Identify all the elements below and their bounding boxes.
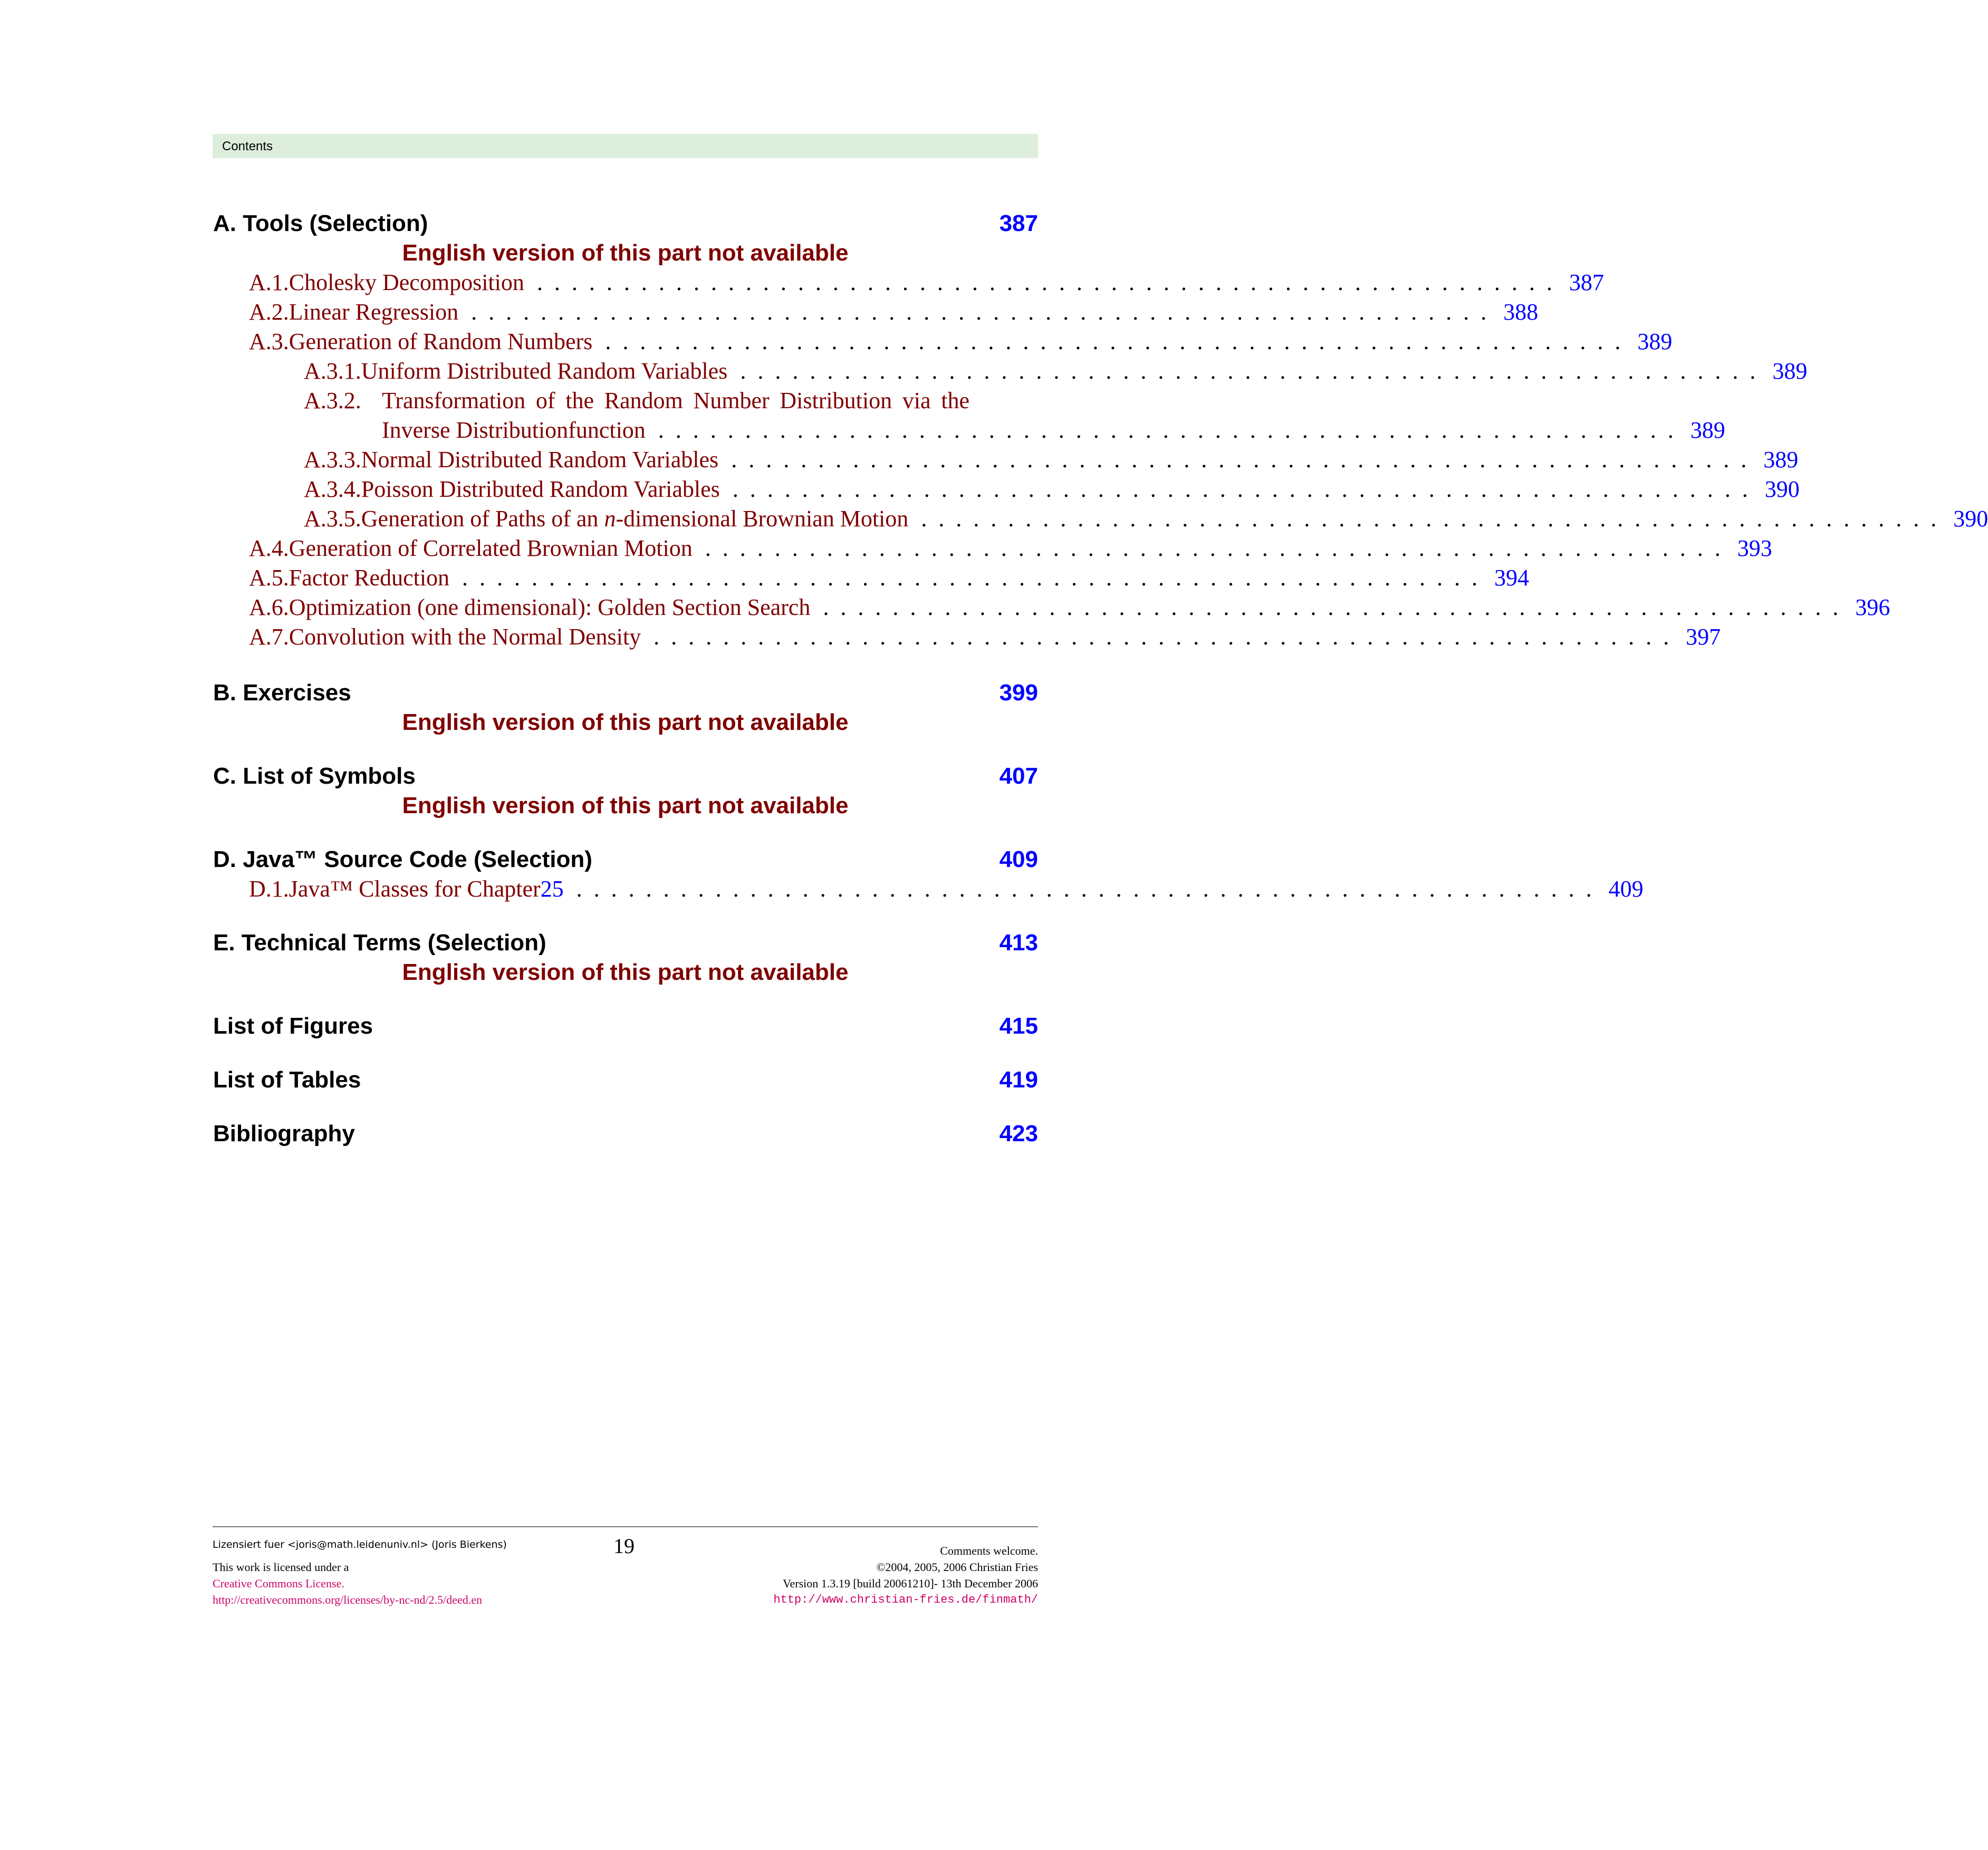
entry-title-pre: Generation of Paths of an	[361, 506, 604, 532]
toc-list-of-figures[interactable]	[0, 1011, 1308, 1041]
entry-number: A.1.	[249, 269, 289, 295]
license-link[interactable]: Creative Commons License.	[213, 1577, 344, 1590]
chapter-page-link[interactable]: 387	[999, 210, 1038, 236]
running-header	[213, 134, 1038, 158]
entry-title: Cholesky Decomposition	[289, 269, 524, 295]
dot-leader: ...........................................................	[705, 535, 1732, 561]
entry-page-link[interactable]: 389	[1772, 358, 1808, 384]
entry-title: Poisson Distributed Random Variables	[361, 476, 720, 502]
dot-leader: ...........................................................	[605, 329, 1632, 354]
entry-title-var: n	[604, 506, 616, 532]
copyright-notice: ©2004, 2005, 2006 Christian Fries	[876, 1560, 1038, 1574]
chapter-label: B. Exercises	[213, 680, 351, 706]
comments-welcome: Comments welcome.	[940, 1544, 1038, 1557]
toc-entry-a35[interactable]	[304, 504, 1988, 534]
dot-leader: ...........................................................	[823, 594, 1850, 620]
entry-title	[361, 504, 909, 534]
version-info: Version 1.3.19 [build 20061210]- 13th December 2006	[783, 1577, 1038, 1590]
entry-number: A.6.	[249, 594, 289, 620]
toc-bibliography[interactable]	[0, 1119, 1308, 1149]
chapter-page-link[interactable]: 419	[999, 1067, 1038, 1093]
toc-entry-a6[interactable]	[249, 593, 1890, 622]
unavailable-notice: English version of this part not available	[402, 959, 849, 985]
chapter-page-link[interactable]: 399	[999, 680, 1038, 706]
dot-leader: ...........................................................	[536, 269, 1564, 295]
toc-chapter-c[interactable]	[0, 762, 1308, 791]
toc-chapter-d[interactable]	[0, 845, 1308, 874]
chapter-label: A. Tools (Selection)	[213, 210, 428, 236]
toc-entry-a32-line1[interactable]	[304, 386, 975, 416]
toc-chapter-a[interactable]	[0, 209, 1308, 238]
running-header-title: Contents	[222, 139, 273, 153]
dot-leader: ...........................................................	[658, 417, 1685, 443]
entry-page-link[interactable]: 394	[1494, 565, 1530, 591]
toc-entry-a7[interactable]	[249, 622, 1721, 652]
dot-leader: ...........................................................	[732, 476, 1760, 502]
dot-leader: ...........................................................	[740, 358, 1768, 384]
website-link[interactable]: http://www.christian-fries.de/finmath/	[773, 1593, 1038, 1606]
chapter-page-link[interactable]: 407	[999, 763, 1038, 789]
entry-page-link[interactable]: 396	[1855, 594, 1890, 620]
entry-number: A.3.2.	[304, 388, 361, 413]
toc-entry-a4[interactable]	[249, 534, 1772, 563]
entry-title: Optimization (one dimensional): Golden Section Search	[289, 594, 811, 620]
dot-leader: ...........................................................	[471, 299, 1499, 325]
entry-number: A.4.	[249, 535, 289, 561]
dot-leader: ...........................................................	[576, 876, 1603, 902]
licensed-to-notice: Lizensiert fuer <joris@math.leidenuniv.nl> (Joris Bierkens)	[213, 1539, 507, 1550]
toc-entry-a34[interactable]	[304, 475, 1800, 504]
entry-page-link[interactable]: 389	[1637, 329, 1673, 354]
unavailable-notice: English version of this part not available	[402, 709, 849, 735]
chapter-page-link[interactable]: 415	[999, 1013, 1038, 1039]
toc-entry-a33[interactable]	[304, 445, 1799, 475]
toc-entry-a1[interactable]	[249, 268, 1604, 297]
unavailable-notice: English version of this part not available	[402, 793, 849, 818]
dot-leader: ...........................................................	[654, 624, 1681, 650]
entry-page-link[interactable]: 409	[1608, 876, 1644, 902]
entry-title-line1: Transformation of the Random Number Distribution via the	[382, 388, 969, 413]
chapter-label: E. Technical Terms (Selection)	[213, 930, 546, 956]
chapter-label: List of Tables	[213, 1067, 361, 1093]
entry-page-link[interactable]: 397	[1686, 624, 1721, 650]
entry-number: D.1.	[249, 876, 289, 902]
entry-number: A.3.4.	[304, 476, 361, 502]
entry-title: Factor Reduction	[289, 565, 450, 591]
toc-entry-a32-line2[interactable]	[382, 416, 1725, 445]
entry-number: A.5.	[249, 565, 289, 591]
entry-title: Inverse Distributionfunction	[382, 417, 646, 443]
toc-entry-a3[interactable]	[249, 327, 1673, 356]
toc-chapter-b[interactable]	[0, 678, 1308, 708]
entry-number: A.3.1.	[304, 358, 361, 384]
entry-title-post: -dimensional Brownian Motion	[616, 506, 909, 532]
chapter-label: List of Figures	[213, 1013, 373, 1039]
chapter-label: Bibliography	[213, 1121, 355, 1146]
dot-leader: ...........................................................	[462, 565, 1490, 591]
entry-number: A.2.	[249, 299, 289, 325]
entry-number: A.7.	[249, 624, 289, 650]
entry-page-link[interactable]: 387	[1569, 269, 1604, 295]
toc-chapter-e[interactable]	[0, 928, 1308, 958]
entry-page-link[interactable]: 393	[1737, 535, 1772, 561]
toc-entry-a5[interactable]	[249, 563, 1530, 593]
footer-divider	[213, 1526, 1038, 1527]
entry-title: Generation of Random Numbers	[289, 329, 593, 354]
unavailable-notice: English version of this part not available	[402, 240, 849, 266]
dot-leader: ...........................................................	[921, 506, 1948, 532]
toc-entry-a31[interactable]	[304, 356, 1808, 386]
entry-title: Generation of Correlated Brownian Motion	[289, 535, 693, 561]
toc-entry-a2[interactable]	[249, 297, 1539, 327]
entry-page-link[interactable]: 388	[1503, 299, 1539, 325]
chapter-label: C. List of Symbols	[213, 763, 416, 789]
entry-title: Normal Distributed Random Variables	[361, 447, 719, 473]
entry-number: A.3.5.	[304, 506, 361, 532]
entry-title: Convolution with the Normal Density	[289, 624, 641, 650]
dot-leader: ...........................................................	[731, 447, 1759, 473]
license-url-link[interactable]: http://creativecommons.org/licenses/by-nc-nd/2.5/deed.en	[213, 1593, 482, 1606]
chapter-page-link[interactable]: 409	[999, 846, 1038, 872]
entry-title: Uniform Distributed Random Variables	[361, 358, 728, 384]
chapter-reference-link[interactable]: 25	[540, 876, 564, 902]
page-number: 19	[613, 1534, 635, 1558]
chapter-page-link[interactable]: 423	[999, 1121, 1038, 1146]
entry-title: Java™ Classes for Chapter	[289, 876, 541, 902]
toc-entry-d1[interactable]	[249, 874, 1644, 904]
entry-page-link[interactable]: 389	[1763, 447, 1799, 473]
chapter-page-link[interactable]: 413	[999, 930, 1038, 956]
entry-page-link[interactable]: 390	[1764, 476, 1800, 502]
entry-page-link[interactable]: 390	[1953, 506, 1988, 532]
entry-number: A.3.	[249, 329, 289, 354]
chapter-label: D. Java™ Source Code (Selection)	[213, 846, 592, 872]
entry-number: A.3.3.	[304, 447, 361, 473]
entry-page-link[interactable]: 389	[1690, 417, 1725, 443]
entry-title: Linear Regression	[289, 299, 459, 325]
toc-list-of-tables[interactable]	[0, 1065, 1308, 1095]
license-line-1: This work is licensed under a	[213, 1560, 349, 1574]
